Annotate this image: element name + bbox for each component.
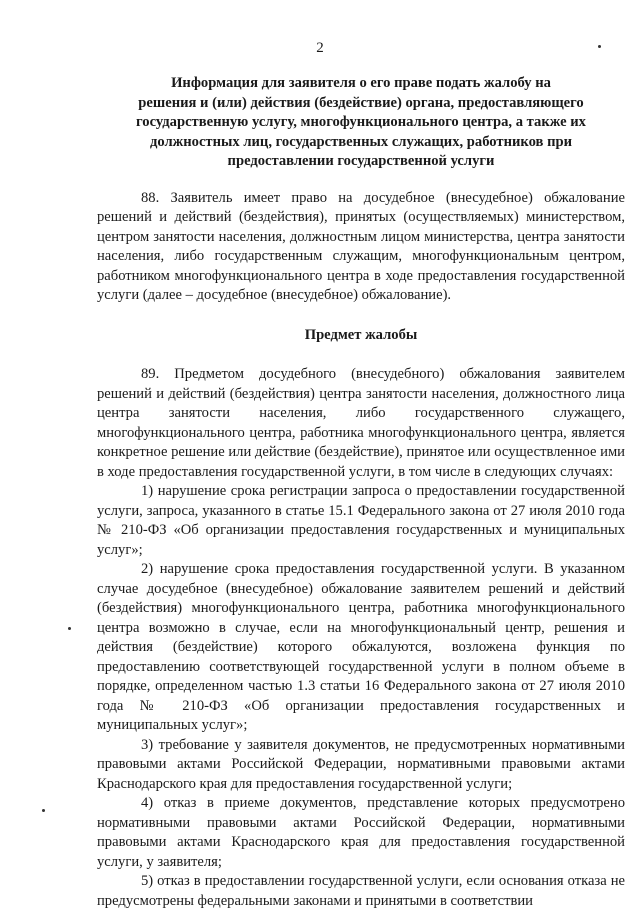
section-heading [97,74,625,172]
heading-line: решения и (или) действия (бездействие) органа, предоставляющего [138,94,584,111]
heading-line: должностных лиц, государственных служащих, работников при [149,133,573,150]
scan-speck [42,809,45,812]
paragraph-88: 88. Заявитель имеет право на досудебное (внесудебное) обжалование решений и действий (бездействия), принятых (осуществляемых) министерством, центром занятости населения, должностным лицом министерства, центра занятости населения, либо государственным служащим, многофункциональным центром, работником многофункционального центра в ходе предоставления государственной услуги (далее – досудебное (внесудебное) обжалование). [97,189,625,303]
scan-speck [68,627,71,630]
scan-speck [598,45,601,48]
paragraph-89: 89. Предметом досудебного (внесудебного) обжалования заявителем решений и действий (бездействия) центра занятости населения, должностного лица центра занятости населения, либо государственного служащего, многофункционального центра, работника многофункционального центра, является конкретное решение или действие (бездействие), принятое или осуществленное ими в ходе предоставления государственной услуги, в том числе в следующих случаях: [97,366,625,480]
list-item: 1) нарушение срока регистрации запроса о предоставлении государственной услуги, запроса, указанного в статье 15.1 Федерального закона от 27 июля 2010 года № 210-ФЗ «Об организации предоставления государственных и муниципальных услуг»; [97,483,625,558]
heading-line: предоставлении государственной услуги [227,153,495,169]
document-body [97,74,625,911]
list-item: 3) требование у заявителя документов, не предусмотренных нормативными правовыми актами Российской Федерации, нормативными правовыми актами Краснодарского края для предоставления государственной услуги; [97,736,625,792]
spacer [97,172,625,189]
list-item: 4) отказ в приеме документов, представление которых предусмотрено нормативными правовыми актами Российской Федерации, нормативными правовыми актами Краснодарского края для предоставления государственной услуги, у заявителя; [97,795,625,870]
heading-line: Информация для заявителя о его праве подать жалобу на [171,75,551,91]
list-item: 5) отказ в предоставлении государственной услуги, если основания отказа не предусмотрены федеральными законами и принятыми в соответствии [97,873,625,909]
heading-line: государственную услугу, многофункционального центра, а также их [136,114,586,130]
page-number: 2 [316,40,324,56]
list-item: 2) нарушение срока предоставления государственной услуги. В указанном случае досудебное (внесудебное) обжалование заявителем решений и действий (бездействия) многофункционального центра, работника многофункционального центра возможно в случае, если на многофункциональный центр, решения и действия (бездействие) которого обжалуются, возложена функция по предоставлению соответствующей государственной услуги в полном объеме в порядке, определенном частью 1.3 статьи 16 Федерального закона от 27 июля 2010 года № 210-ФЗ «Об организации предоставления государственных и муниципальных услуг»; [97,561,625,733]
subheading-complaint-subject: Предмет жалобы [304,326,418,343]
